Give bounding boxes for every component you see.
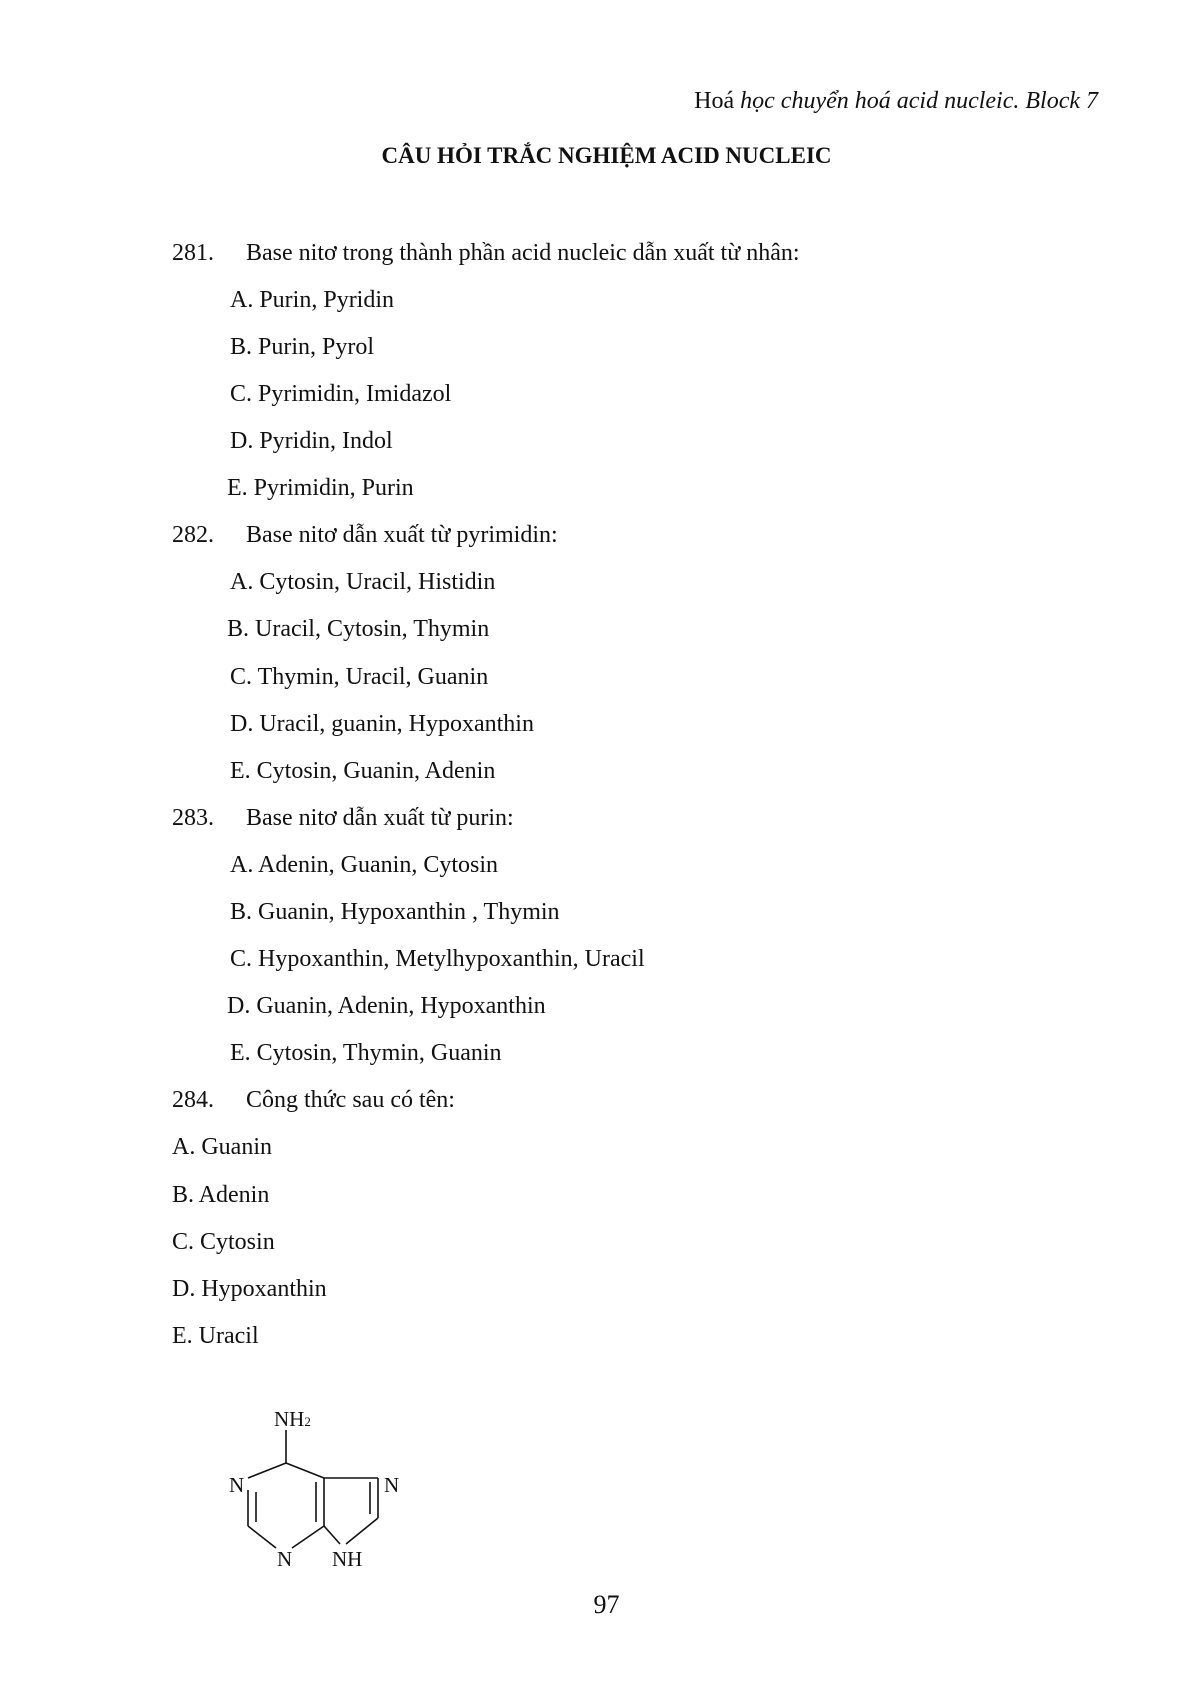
- option-284-d: D. Hypoxanthin: [172, 1276, 327, 1302]
- question-number: 282.: [172, 522, 214, 548]
- option-284-b: B. Adenin: [172, 1182, 270, 1208]
- option-281-e: E. Pyrimidin, Purin: [227, 475, 414, 501]
- question-number: 284.: [172, 1087, 214, 1113]
- question-282: [172, 522, 558, 549]
- option-282-c: C. Thymin, Uracil, Guanin: [230, 664, 489, 690]
- question-text: Công thức sau có tên:: [246, 1087, 455, 1113]
- option-281-b: B. Purin, Pyrol: [230, 334, 375, 360]
- option-284-a: A. Guanin: [172, 1134, 272, 1160]
- question-number: 283.: [172, 805, 214, 831]
- question-284: [172, 1087, 455, 1114]
- option-281-d: D. Pyridin, Indol: [230, 428, 393, 454]
- question-text: Base nitơ dẫn xuất từ purin:: [246, 805, 514, 831]
- chemical-structure-diagram: [218, 1398, 428, 1588]
- option-283-d: D. Guanin, Adenin, Hypoxanthin: [227, 993, 546, 1019]
- question-text: Base nitơ trong thành phần acid nucleic dẫn xuất từ nhân:: [246, 240, 800, 266]
- option-283-e: E. Cytosin, Thymin, Guanin: [230, 1040, 502, 1066]
- option-282-e: E. Cytosin, Guanin, Adenin: [230, 758, 496, 784]
- running-header-plain: Hoá: [694, 88, 735, 114]
- label-n-bottom: N: [277, 1547, 293, 1571]
- option-282-b: B. Uracil, Cytosin, Thymin: [227, 616, 490, 642]
- structure-bonds: [248, 1430, 378, 1548]
- page-number: 97: [593, 1590, 620, 1619]
- label-n-right: N: [384, 1473, 400, 1497]
- option-281-a: A. Purin, Pyridin: [230, 287, 395, 313]
- question-text: Base nitơ dẫn xuất từ pyrimidin:: [246, 522, 558, 548]
- option-284-e: E. Uracil: [172, 1323, 259, 1349]
- question-283: [172, 805, 514, 832]
- option-281-c: C. Pyrimidin, Imidazol: [230, 381, 452, 407]
- label-nh-bottom: NH: [332, 1547, 363, 1571]
- option-283-c: C. Hypoxanthin, Metylhypoxanthin, Uracil: [230, 946, 645, 972]
- label-nh2: NH2: [274, 1407, 311, 1431]
- option-282-d: D. Uracil, guanin, Hypoxanthin: [230, 711, 534, 737]
- structure-atom-labels: [229, 1407, 399, 1571]
- running-header-italic: học chuyển hoá acid nucleic. Block 7: [734, 88, 1098, 114]
- question-number: 281.: [172, 240, 214, 266]
- label-n-left: N: [229, 1473, 245, 1497]
- running-header: [694, 88, 1098, 115]
- option-284-c: C. Cytosin: [172, 1229, 275, 1255]
- option-283-a: A. Adenin, Guanin, Cytosin: [230, 852, 498, 878]
- option-283-b: B. Guanin, Hypoxanthin , Thymin: [230, 899, 560, 925]
- question-281: [172, 240, 800, 267]
- page-title: CÂU HỎI TRẮC NGHIỆM ACID NUCLEIC: [381, 143, 832, 168]
- option-282-a: A. Cytosin, Uracil, Histidin: [230, 569, 496, 595]
